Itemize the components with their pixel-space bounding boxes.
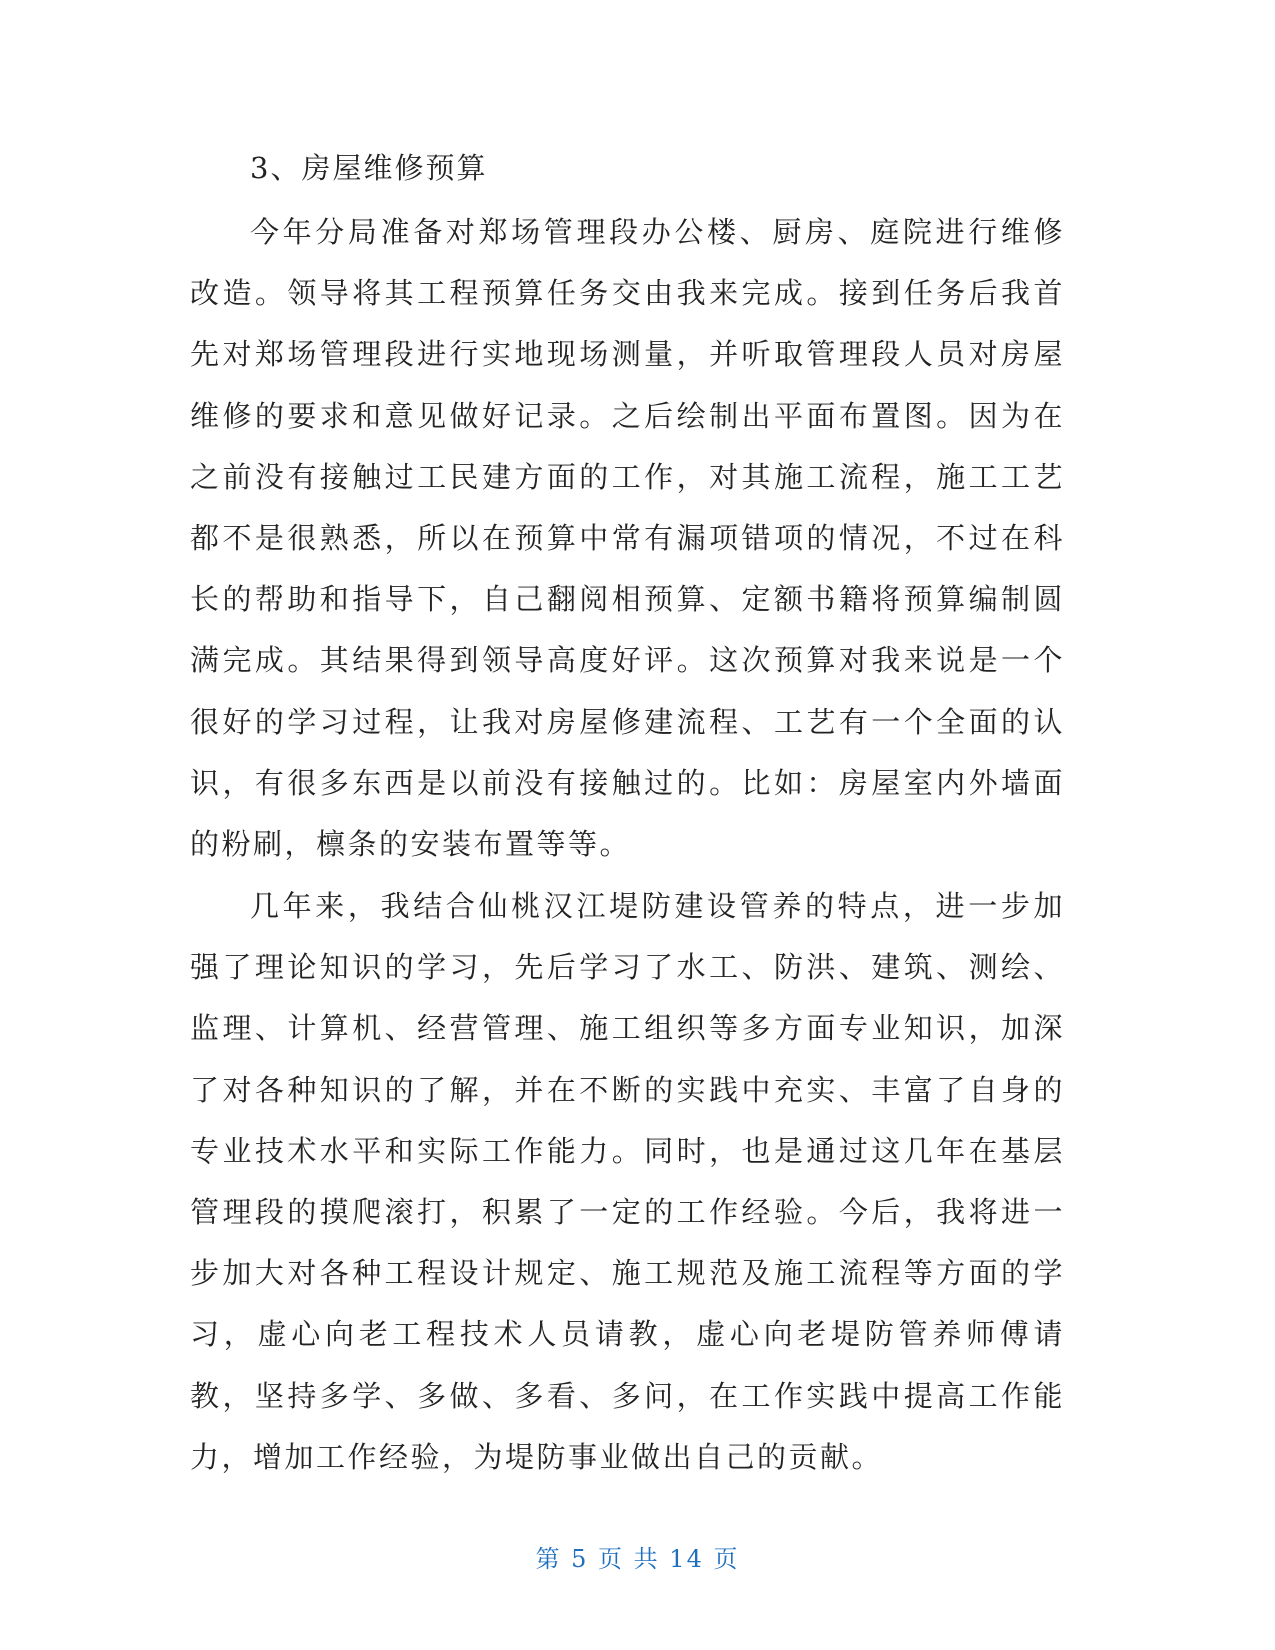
body-paragraph: 今年分局准备对郑场管理段办公楼、厨房、庭院进行维修改造。领导将其工程预算任务交由我来完成。接到任务后我首先对郑场管理段进行实地现场测量，并听取管理段人员对房屋维修的要求和意见做好记录。之后绘制出平面布置图。因为在之前没有接触过工民建方面的工作，对其施工流程，施工工艺都不是很熟悉，所以在预算中常有漏项错项的情况，不过在科长的帮助和指导下，自己翻阅相预算、定额书籍将预算编制圆满完成。其结果得到领导高度好评。这次预算对我来说是一个很好的学习过程，让我对房屋修建流程、工艺有一个全面的认识，有很多东西是以前没有接触过的。比如：房屋室内外墙面的粉刷，檩条的安装布置等等。 xyxy=(190,215,1065,862)
section-heading: 3、房屋维修预算 xyxy=(250,151,488,185)
body-paragraph: 几年来，我结合仙桃汉江堤防建设管养的特点，进一步加强了理论知识的学习，先后学习了水工、防洪、建筑、测绘、监理、计算机、经营管理、施工组织等多方面专业知识，加深了对各种知识的了解，并在不断的实践中充实、丰富了自身的专业技术水平和实际工作能力。同时，也是通过这几年在基层管理段的摸爬滚打，积累了一定的工作经验。今后，我将进一步加大对各种工程设计规定、施工规范及施工流程等方面的学习，虚心向老工程技术人员请教，虚心向老堤防管养师傅请教，坚持多学、多做、多看、多问，在工作实践中提高工作能力，增加工作经验，为堤防事业做出自己的贡献。 xyxy=(190,889,1065,1474)
page-number-footer: 第 5 页 共 14 页 xyxy=(535,1545,740,1573)
